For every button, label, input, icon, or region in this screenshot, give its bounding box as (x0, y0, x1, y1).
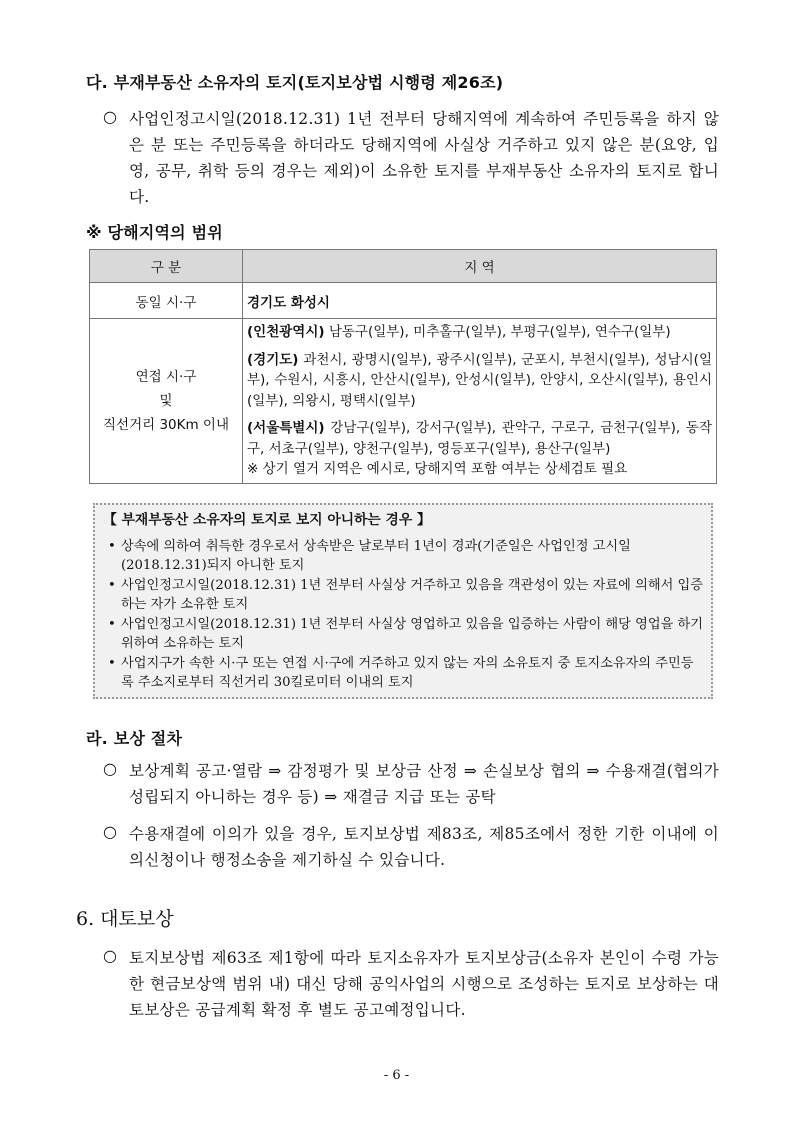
circle-bullet-icon: ○ (103, 107, 117, 126)
section-6-paragraph (103, 945, 719, 1023)
exception-item: • 사업지구가 속한 시·구 또는 연접 시·구에 거주하고 있지 않는 자의 소유토지 중 토지소유자의 주민등록 주소지로부터 직선거리 30킬로미터 이내의 토지 (108, 655, 694, 690)
circle-bullet-icon: ○ (103, 759, 117, 778)
region-scope-title: ※ 당해지역의 범위 (86, 223, 223, 242)
section-ra-item-2-text: 수용재결에 이의가 있을 경우, 토지보상법 제83조, 제85조에서 정한 기한 이내에 이의신청이나 행정소송을 제기하실 수 있습니다. (129, 825, 719, 869)
region-seoul: (서울특별시) 강남구(일부), 강서구(일부), 관악구, 구로구, 금천구(일부), 동작구, 서초구(일부), 양천구(일부), 영등포구(일부), 용산구(일부) (247, 420, 712, 457)
region-row-adjacent-label (90, 319, 243, 484)
exception-item: • 상속에 의하여 취득한 경우로서 상속받은 날로부터 1년이 경과(기준일은 사업인정 고시일(2018.12.31)되지 아니한 토지 (108, 538, 631, 573)
section-da-paragraph (103, 106, 719, 210)
adjacent-label-line3: 직선거리 30Km 이내 (102, 416, 229, 433)
exceptions-title: 【 부재부동산 소유자의 토지로 보지 아니하는 경우 】 (103, 512, 431, 528)
region-header-category: 구 분 (90, 250, 243, 283)
region-gyeonggi: (경기도) 과천시, 광명시(일부), 광주시(일부), 군포시, 부천시(일부), 성남시(일부), 수원시, 시흥시, 안산시(일부), 안성시(일부), 안양시, 오산시(일부), 용인시(일부), 의왕시, 평택시(일부) (247, 351, 712, 409)
region-row-adjacent-value (243, 319, 717, 484)
region-header-area: 지 역 (243, 250, 717, 283)
bullet-icon: • (108, 655, 116, 671)
section-ra-item-1-text: 보상계획 공고·열람 ⇒ 감정평가 및 보상금 산정 ⇒ 손실보상 협의 ⇒ 수용재결(협의가 성립되지 아니하는 경우 등) ⇒ 재결금 지급 또는 공탁 (129, 762, 719, 806)
region-row-same-value: 경기도 화성시 (243, 283, 717, 319)
section-da-title: 다. 부재부동산 소유자의 토지(토지보상법 시행령 제26조) (86, 73, 504, 92)
exception-item: • 사업인정고시일(2018.12.31) 1년 전부터 사실상 영업하고 있음을 입증하는 사람이 해당 영업을 하기 위하여 소유하는 토지 (108, 616, 703, 651)
bullet-icon: • (108, 616, 116, 632)
region-incheon: (인천광역시) 남동구(일부), 미추홀구(일부), 부평구(일부), 연수구(일부) (247, 324, 671, 340)
bullet-icon: • (108, 538, 116, 554)
page-number: - 6 - (383, 1068, 410, 1083)
section-6-title: 6. 대토보상 (76, 908, 174, 930)
section-ra-item-2 (103, 821, 719, 873)
section-ra-item-1 (103, 758, 719, 810)
circle-bullet-icon: ○ (103, 822, 117, 841)
adjacent-label-line1: 연접 시·구 (135, 368, 197, 385)
circle-bullet-icon: ○ (103, 946, 117, 965)
region-remark: ※ 상기 열거 지역은 예시로, 당해지역 포함 여부는 상세검토 필요 (247, 461, 628, 477)
section-ra-title: 라. 보상 절차 (86, 729, 183, 748)
section-da-body: 사업인정고시일(2018.12.31) 1년 전부터 당해지역에 계속하여 주민등록을 하지 않은 분 또는 주민등록을 하더라도 당해지역에 사실상 거주하고 있지 않은 분(요양, 입영, 공무, 취학 등의 경우는 제외)이 소유한 토지를 부재부동산 소유자의 토지로 합니다. (129, 110, 719, 206)
adjacent-label-line2: 및 (159, 392, 173, 409)
exception-item: • 사업인정고시일(2018.12.31) 1년 전부터 사실상 거주하고 있음을 객관성이 있는 자료에 의해서 입증하는 자가 소유한 토지 (108, 577, 703, 612)
region-table (89, 249, 717, 484)
region-row-same-label: 동일 시·구 (90, 283, 243, 319)
bullet-icon: • (108, 577, 116, 593)
section-6-body: 토지보상법 제63조 제1항에 따라 토지소유자가 토지보상금(소유자 본인이 수령 가능한 현금보상액 범위 내) 대신 당해 공익사업의 시행으로 조성하는 토지로 보상하는 대토보상은 공급계획 확정 후 별도 공고예정입니다. (129, 949, 719, 1019)
exceptions-box (93, 503, 713, 699)
